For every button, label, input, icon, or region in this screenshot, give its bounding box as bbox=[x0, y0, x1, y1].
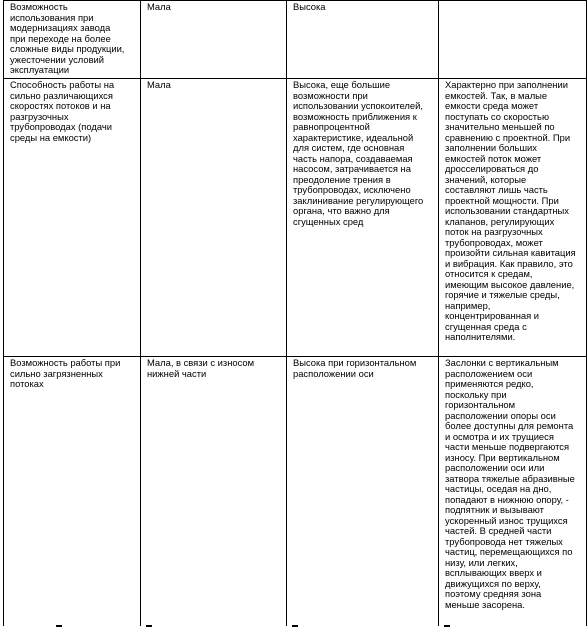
option-b-cell bbox=[287, 1, 439, 79]
comparison-table bbox=[3, 0, 587, 629]
table-row bbox=[4, 357, 587, 629]
notes-cell bbox=[439, 1, 587, 79]
cut-glyph-mark bbox=[146, 625, 152, 627]
option-a-text: Мала, в связи с износом нижней части bbox=[147, 357, 255, 379]
page-cut-edge bbox=[0, 626, 588, 630]
notes-cell bbox=[439, 357, 587, 629]
cut-glyph-mark bbox=[292, 625, 298, 627]
notes-text: Характерно при заполнении емкостей. Так, в малые емкости среда может поступать со скоростью значительно меньшей по сравнению с проектной. При заполнении больших емкостей поток может дросселироваться до значений, которые составляют лишь часть проектной мощности. При использовании стандартных клапанов, регулирующих поток на разгрузочных трубопроводах, может произойти сильная кавитация и вибрация. Как правило, это относится к средам, имеющим высокое давление, горячие и тяжелые среды, например, концентрированная и сгущенная среда с наполнителями. bbox=[445, 79, 576, 342]
option-a-cell bbox=[141, 79, 287, 357]
table-row bbox=[4, 79, 587, 357]
option-b-text: Высока bbox=[293, 1, 326, 12]
notes-cell bbox=[439, 79, 587, 357]
cut-glyph-mark bbox=[56, 625, 62, 627]
option-a-cell bbox=[141, 1, 287, 79]
option-b-cell bbox=[287, 79, 439, 357]
table-row bbox=[4, 1, 587, 79]
feature-text: Возможность работы при сильно загрязненных потоках bbox=[10, 357, 121, 389]
feature-text: Способность работы на сильно различающихся скоростях потоков и на разгрузочных трубопроводах (подачи среды на емкости) bbox=[10, 79, 115, 143]
feature-cell bbox=[4, 79, 141, 357]
option-a-text: Мала bbox=[147, 79, 171, 90]
notes-text: Заслонки с вертикальным расположением оси применяются редко, поскольку при горизонтальном расположении опоры оси более доступны для ремонта и осмотра и их трущиеся части меньше подвергаются износу. При вертикальном расположении оси или затвора тяжелые абразивные частицы, оседая на дно, попадают в нижнюю опору, - подпятник и вызывают ускоренный износ трущихся частей. В средней части трубопровода нет тяжелых частиц, перемещающихся по низу, или легких, всплывающих вверх и движущихся по верху, поэтому средняя зона меньше засорена. bbox=[445, 357, 575, 610]
option-b-text: Высока при горизонтальном расположении оси bbox=[293, 357, 417, 379]
feature-cell bbox=[4, 1, 141, 79]
cut-glyph-mark bbox=[444, 625, 450, 627]
option-b-cell bbox=[287, 357, 439, 629]
option-b-text: Высока, еще большие возможности при использовании успокоителей, возможность приближения к равнопроцентной характеристике, идеальной для систем, где основная часть напора, создаваемая насосом, затрачивается на преодоление трения в трубопроводах, исключено заклинивание регулирующего органа, что важно для сгущенных сред bbox=[293, 79, 424, 227]
feature-text: Возможность использования при модернизациях завода при переходе на более сложные виды продукции, ужесточении условий эксплуатации bbox=[10, 1, 125, 75]
feature-cell bbox=[4, 357, 141, 629]
option-a-text: Мала bbox=[147, 1, 171, 12]
option-a-cell bbox=[141, 357, 287, 629]
